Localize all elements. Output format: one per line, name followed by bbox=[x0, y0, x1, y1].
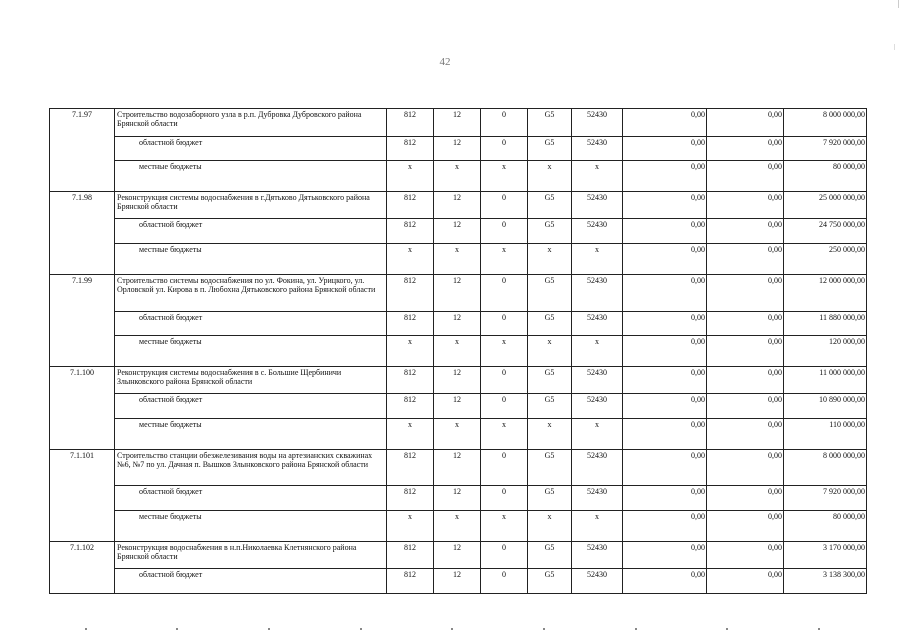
amount-cell: 0,00 bbox=[623, 219, 707, 244]
local-amount: 120 000,00 bbox=[784, 336, 867, 367]
table-row bbox=[50, 486, 867, 511]
amount-cell: 0,00 bbox=[707, 109, 784, 137]
amount-cell: 0,00 bbox=[707, 161, 784, 192]
row-subtitle: областной бюджет bbox=[115, 394, 387, 419]
row-subtitle: местные бюджеты bbox=[115, 244, 387, 275]
regional-amount: 3 138 300,00 bbox=[784, 569, 867, 594]
table-row bbox=[50, 394, 867, 419]
table-row bbox=[50, 244, 867, 275]
code-cell: x bbox=[572, 511, 623, 542]
table-row bbox=[50, 541, 867, 569]
code-cell: 812 bbox=[387, 366, 434, 394]
code-cell: x bbox=[528, 511, 572, 542]
code-cell: 12 bbox=[434, 311, 481, 336]
amount-cell: 0,00 bbox=[707, 569, 784, 594]
amount-cell: 0,00 bbox=[707, 136, 784, 161]
code-cell: 52430 bbox=[572, 191, 623, 219]
code-cell: x bbox=[434, 511, 481, 542]
code-cell: x bbox=[481, 511, 528, 542]
amount-cell: 0,00 bbox=[623, 541, 707, 569]
code-cell: G5 bbox=[528, 274, 572, 311]
total-amount: 11 000 000,00 bbox=[784, 366, 867, 394]
code-cell: 12 bbox=[434, 136, 481, 161]
table-row bbox=[50, 511, 867, 542]
code-cell: 0 bbox=[481, 486, 528, 511]
local-amount: 110 000,00 bbox=[784, 418, 867, 449]
table-row bbox=[50, 569, 867, 594]
row-number: 7.1.99 bbox=[50, 274, 115, 366]
code-cell: 52430 bbox=[572, 136, 623, 161]
row-subtitle: местные бюджеты bbox=[115, 418, 387, 449]
amount-cell: 0,00 bbox=[623, 191, 707, 219]
row-title: Строительство системы водоснабжения по ул. Фокина, ул. Урицкого, ул. Орловской ул. Кирова в п. Любохна Дятьковского района Брянской области bbox=[115, 274, 387, 311]
scan-dots bbox=[0, 628, 905, 634]
amount-cell: 0,00 bbox=[707, 418, 784, 449]
table-row bbox=[50, 109, 867, 137]
scan-dot bbox=[726, 628, 728, 630]
row-subtitle: областной бюджет bbox=[115, 486, 387, 511]
code-cell: 0 bbox=[481, 394, 528, 419]
code-cell: x bbox=[387, 244, 434, 275]
code-cell: G5 bbox=[528, 191, 572, 219]
code-cell: 52430 bbox=[572, 366, 623, 394]
row-number: 7.1.97 bbox=[50, 109, 115, 192]
code-cell: 812 bbox=[387, 486, 434, 511]
amount-cell: 0,00 bbox=[707, 219, 784, 244]
code-cell: 0 bbox=[481, 219, 528, 244]
code-cell: x bbox=[387, 511, 434, 542]
row-subtitle: областной бюджет bbox=[115, 569, 387, 594]
code-cell: x bbox=[481, 336, 528, 367]
amount-cell: 0,00 bbox=[707, 511, 784, 542]
code-cell: 812 bbox=[387, 219, 434, 244]
code-cell: x bbox=[528, 418, 572, 449]
code-cell: 0 bbox=[481, 366, 528, 394]
code-cell: 12 bbox=[434, 394, 481, 419]
amount-cell: 0,00 bbox=[623, 449, 707, 486]
amount-cell: 0,00 bbox=[623, 161, 707, 192]
code-cell: 52430 bbox=[572, 449, 623, 486]
amount-cell: 0,00 bbox=[623, 569, 707, 594]
amount-cell: 0,00 bbox=[623, 486, 707, 511]
total-amount: 8 000 000,00 bbox=[784, 109, 867, 137]
code-cell: x bbox=[572, 161, 623, 192]
amount-cell: 0,00 bbox=[707, 394, 784, 419]
code-cell: 812 bbox=[387, 191, 434, 219]
code-cell: 52430 bbox=[572, 541, 623, 569]
table-row bbox=[50, 311, 867, 336]
table-row bbox=[50, 336, 867, 367]
code-cell: x bbox=[434, 336, 481, 367]
row-title: Реконструкция системы водоснабжения в с. Большие Щербиничи Злынковского района Брянской области bbox=[115, 366, 387, 394]
code-cell: x bbox=[572, 336, 623, 367]
code-cell: 52430 bbox=[572, 394, 623, 419]
code-cell: x bbox=[572, 418, 623, 449]
code-cell: 12 bbox=[434, 191, 481, 219]
code-cell: 0 bbox=[481, 109, 528, 137]
scan-dot bbox=[818, 628, 820, 630]
total-amount: 12 000 000,00 bbox=[784, 274, 867, 311]
table-row bbox=[50, 136, 867, 161]
code-cell: x bbox=[481, 161, 528, 192]
code-cell: 52430 bbox=[572, 274, 623, 311]
code-cell: 0 bbox=[481, 541, 528, 569]
row-subtitle: областной бюджет bbox=[115, 136, 387, 161]
amount-cell: 0,00 bbox=[623, 366, 707, 394]
amount-cell: 0,00 bbox=[623, 109, 707, 137]
code-cell: G5 bbox=[528, 486, 572, 511]
code-cell: G5 bbox=[528, 311, 572, 336]
code-cell: 812 bbox=[387, 274, 434, 311]
amount-cell: 0,00 bbox=[707, 366, 784, 394]
row-subtitle: местные бюджеты bbox=[115, 511, 387, 542]
scan-mark bbox=[898, 0, 899, 8]
code-cell: 0 bbox=[481, 274, 528, 311]
amount-cell: 0,00 bbox=[707, 541, 784, 569]
amount-cell: 0,00 bbox=[707, 486, 784, 511]
code-cell: 0 bbox=[481, 136, 528, 161]
amount-cell: 0,00 bbox=[623, 418, 707, 449]
code-cell: G5 bbox=[528, 541, 572, 569]
row-title: Реконструкция системы водоснабжения в г.Дятьково Дятьковского района Брянской области bbox=[115, 191, 387, 219]
table-row bbox=[50, 366, 867, 394]
budget-table bbox=[49, 108, 867, 594]
code-cell: 0 bbox=[481, 449, 528, 486]
scan-mark bbox=[894, 44, 895, 50]
total-amount: 8 000 000,00 bbox=[784, 449, 867, 486]
code-cell: G5 bbox=[528, 366, 572, 394]
row-number: 7.1.100 bbox=[50, 366, 115, 449]
code-cell: 12 bbox=[434, 109, 481, 137]
table-row bbox=[50, 418, 867, 449]
code-cell: 12 bbox=[434, 274, 481, 311]
code-cell: 52430 bbox=[572, 486, 623, 511]
code-cell: 0 bbox=[481, 191, 528, 219]
row-subtitle: областной бюджет bbox=[115, 311, 387, 336]
code-cell: 12 bbox=[434, 366, 481, 394]
amount-cell: 0,00 bbox=[623, 511, 707, 542]
row-title: Строительство станции обезжелезивания воды на артезианских скважинах №6, №7 по ул. Дачная п. Вышков Злынковского района Брянской области bbox=[115, 449, 387, 486]
code-cell: 0 bbox=[481, 311, 528, 336]
row-subtitle: областной бюджет bbox=[115, 219, 387, 244]
scan-dot bbox=[85, 628, 87, 630]
code-cell: 12 bbox=[434, 569, 481, 594]
scan-dot bbox=[268, 628, 270, 630]
code-cell: 812 bbox=[387, 449, 434, 486]
code-cell: x bbox=[387, 418, 434, 449]
regional-amount: 10 890 000,00 bbox=[784, 394, 867, 419]
code-cell: x bbox=[481, 418, 528, 449]
code-cell: 0 bbox=[481, 569, 528, 594]
code-cell: 52430 bbox=[572, 569, 623, 594]
code-cell: G5 bbox=[528, 394, 572, 419]
row-subtitle: местные бюджеты bbox=[115, 336, 387, 367]
code-cell: x bbox=[434, 161, 481, 192]
row-number: 7.1.102 bbox=[50, 541, 115, 593]
code-cell: 12 bbox=[434, 486, 481, 511]
amount-cell: 0,00 bbox=[707, 336, 784, 367]
amount-cell: 0,00 bbox=[623, 311, 707, 336]
amount-cell: 0,00 bbox=[623, 136, 707, 161]
code-cell: 812 bbox=[387, 541, 434, 569]
row-subtitle: местные бюджеты bbox=[115, 161, 387, 192]
total-amount: 3 170 000,00 bbox=[784, 541, 867, 569]
scan-dot bbox=[543, 628, 545, 630]
code-cell: 812 bbox=[387, 109, 434, 137]
code-cell: x bbox=[528, 161, 572, 192]
scan-dot bbox=[360, 628, 362, 630]
local-amount: 80 000,00 bbox=[784, 161, 867, 192]
code-cell: G5 bbox=[528, 219, 572, 244]
code-cell: 52430 bbox=[572, 311, 623, 336]
row-title: Строительство водозаборного узла в р.п. Дубровка Дубровского района Брянской области bbox=[115, 109, 387, 137]
code-cell: x bbox=[434, 418, 481, 449]
row-title: Реконструкция водоснабжения в н.п.Николаевка Клетнянского района Брянской области bbox=[115, 541, 387, 569]
amount-cell: 0,00 bbox=[707, 274, 784, 311]
scan-dot bbox=[176, 628, 178, 630]
code-cell: 12 bbox=[434, 449, 481, 486]
amount-cell: 0,00 bbox=[707, 191, 784, 219]
code-cell: 812 bbox=[387, 136, 434, 161]
amount-cell: 0,00 bbox=[707, 311, 784, 336]
code-cell: G5 bbox=[528, 569, 572, 594]
amount-cell: 0,00 bbox=[623, 244, 707, 275]
code-cell: 52430 bbox=[572, 109, 623, 137]
code-cell: x bbox=[387, 161, 434, 192]
table-row bbox=[50, 219, 867, 244]
regional-amount: 7 920 000,00 bbox=[784, 136, 867, 161]
amount-cell: 0,00 bbox=[623, 336, 707, 367]
code-cell: G5 bbox=[528, 109, 572, 137]
table-row bbox=[50, 274, 867, 311]
scan-dot bbox=[635, 628, 637, 630]
amount-cell: 0,00 bbox=[707, 449, 784, 486]
regional-amount: 7 920 000,00 bbox=[784, 486, 867, 511]
table-row bbox=[50, 449, 867, 486]
row-number: 7.1.101 bbox=[50, 449, 115, 541]
table-row bbox=[50, 161, 867, 192]
regional-amount: 24 750 000,00 bbox=[784, 219, 867, 244]
code-cell: x bbox=[434, 244, 481, 275]
total-amount: 25 000 000,00 bbox=[784, 191, 867, 219]
code-cell: 812 bbox=[387, 569, 434, 594]
row-number: 7.1.98 bbox=[50, 191, 115, 274]
amount-cell: 0,00 bbox=[707, 244, 784, 275]
local-amount: 80 000,00 bbox=[784, 511, 867, 542]
regional-amount: 11 880 000,00 bbox=[784, 311, 867, 336]
code-cell: 52430 bbox=[572, 219, 623, 244]
code-cell: 812 bbox=[387, 311, 434, 336]
scan-dot bbox=[451, 628, 453, 630]
code-cell: 812 bbox=[387, 394, 434, 419]
code-cell: x bbox=[572, 244, 623, 275]
code-cell: G5 bbox=[528, 136, 572, 161]
table-row bbox=[50, 191, 867, 219]
code-cell: 12 bbox=[434, 219, 481, 244]
code-cell: x bbox=[528, 336, 572, 367]
code-cell: x bbox=[528, 244, 572, 275]
page-number: 42 bbox=[439, 56, 451, 68]
local-amount: 250 000,00 bbox=[784, 244, 867, 275]
code-cell: 12 bbox=[434, 541, 481, 569]
code-cell: x bbox=[481, 244, 528, 275]
amount-cell: 0,00 bbox=[623, 394, 707, 419]
amount-cell: 0,00 bbox=[623, 274, 707, 311]
code-cell: x bbox=[387, 336, 434, 367]
code-cell: G5 bbox=[528, 449, 572, 486]
